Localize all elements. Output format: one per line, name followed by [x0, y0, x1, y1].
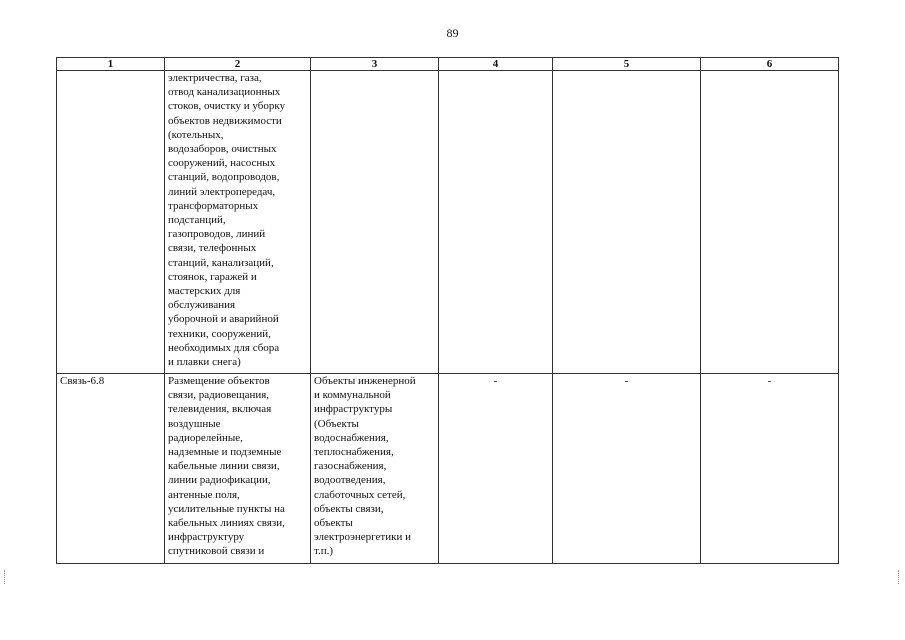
table-header-row [57, 58, 839, 71]
cell-col5 [553, 71, 701, 374]
cell-col4 [439, 71, 553, 374]
page-number: 89 [446, 26, 459, 40]
cell-col5: - [553, 374, 701, 564]
cell-objects: Объекты инженерной и коммунальной инфраструктуры (Объекты водоснабжения, теплоснабжения, газоснабжения, водоотведения, слаботочных сетей, объекты связи, объекты электроэнергетики и т.п.) [311, 374, 439, 564]
column-header-2: 2 [165, 58, 311, 71]
table-row [57, 374, 839, 564]
cell-col6 [701, 71, 839, 374]
column-header-4: 4 [439, 58, 553, 71]
cell-col6: - [701, 374, 839, 564]
document-table [56, 57, 839, 564]
cell-use-code: Связь-6.8 [57, 374, 165, 564]
cell-use-code [57, 71, 165, 374]
cell-objects [311, 71, 439, 374]
scan-edge-mark-left [4, 570, 7, 584]
column-header-6: 6 [701, 58, 839, 71]
table-row [57, 71, 839, 374]
column-header-1: 1 [57, 58, 165, 71]
cell-col4: - [439, 374, 553, 564]
scan-edge-mark-right [898, 570, 901, 584]
column-header-3: 3 [311, 58, 439, 71]
cell-use-description: Размещение объектов связи, радиовещания, телевидения, включая воздушные радиорелейные, надземные и подземные кабельные линии связи, линии радиофикации, антенные поля, усилительные пункты на кабельных линиях связи, инфраструктуру спутниковой связи и [165, 374, 311, 564]
cell-use-description: электричества, газа, отвод канализационных стоков, очистку и уборку объектов недвижимости (котельных, водозаборов, очистных сооружений, насосных станций, водопроводов, линий электропередач, трансформаторных подстанций, газопроводов, линий связи, телефонных станций, канализаций, стоянок, гаражей и мастерских для обслуживания уборочной и аварийной техники, сооружений, необходимых для сбора и плавки снега) [165, 71, 311, 374]
column-header-5: 5 [553, 58, 701, 71]
